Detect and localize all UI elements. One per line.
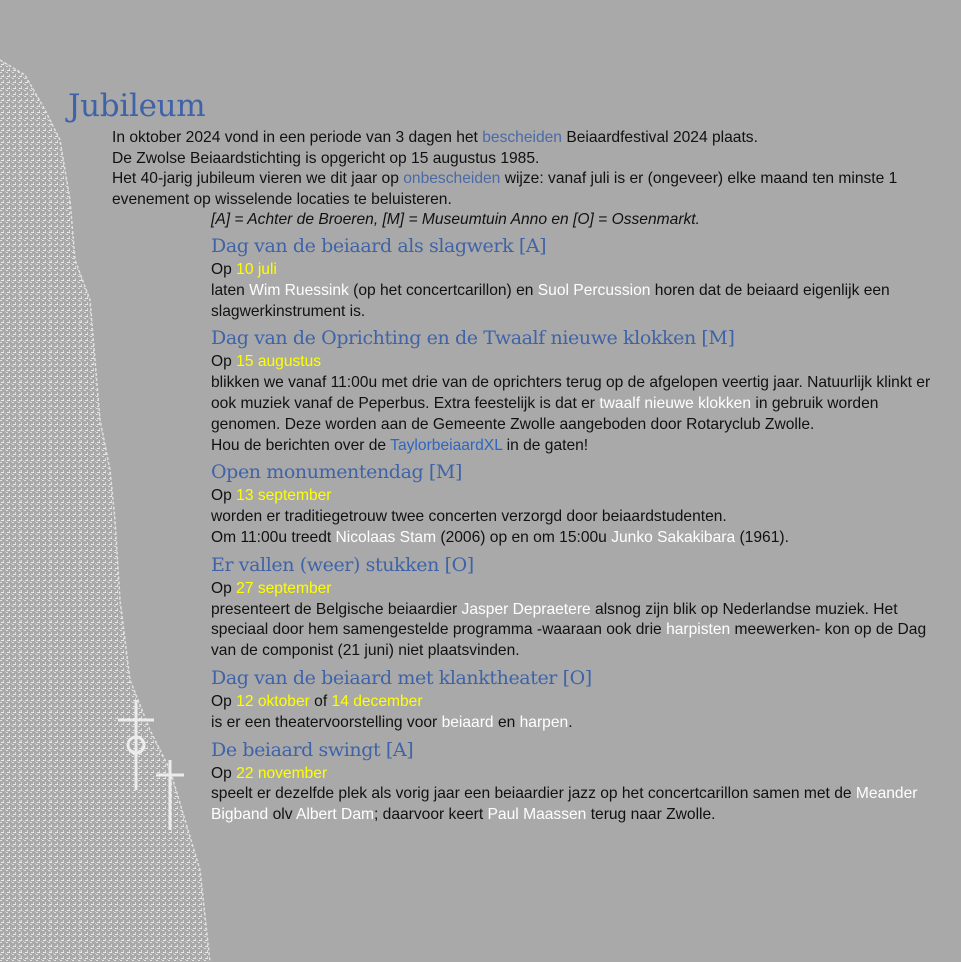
desc-text: horen dat de beiaard eigenlijk een slagwerkinstrument is. [211, 281, 890, 320]
op-label: Op [211, 692, 237, 710]
event-date-line [211, 764, 931, 785]
intro-text: In oktober 2024 vond in een periode van 3 dagen het [112, 129, 483, 146]
desc-text: (2006) op en om 15:00u [436, 528, 612, 546]
event-date-line [211, 352, 931, 373]
performer-name: Wim Ruessink [249, 281, 349, 299]
event-description [211, 281, 931, 323]
highlight-harpen: harpen [519, 713, 569, 731]
event-heading: Er vallen (weer) stukken [O] [211, 553, 474, 576]
performer-name: Nicolaas Stam [335, 528, 437, 546]
event-description [211, 373, 931, 435]
op-label: Op [211, 261, 237, 278]
desc-text: speelt er dezelfde plek als vorig jaar een beiaardier jazz op het concertcarillon samen met de [211, 785, 856, 803]
taylorbeiaard-link[interactable]: TaylorbeiaardXL [390, 436, 503, 454]
event-date: 27 september [236, 579, 332, 597]
performer-name: Albert Dam [295, 806, 374, 824]
desc-text: in gebruik worden genomen. Deze worden aan de Gemeente Zwolle aangeboden door Rotaryclub Zwolle. [211, 394, 879, 433]
event-klanktheater [211, 664, 931, 734]
op-label: Op [211, 487, 237, 505]
desc-text: laten [211, 281, 250, 299]
event-date: 13 september [236, 487, 332, 505]
event-description [211, 713, 931, 734]
desc-text: meewerken- kon op de Dag van de componist (21 juni) niet plaatsvinden. [211, 621, 927, 660]
event-heading: Dag van de Oprichting en de Twaalf nieuwe klokken [M] [211, 327, 735, 350]
desc-text: en [493, 713, 520, 731]
of-label: of [309, 692, 332, 710]
desc-text: blikken we vanaf 11:00u met drie van de oprichters terug op de afgelopen veertig jaar. Natuurlijk klinkt er ook muziek vanaf de Peperbus. Extra feestelijk is dat er [211, 374, 931, 412]
op-label: Op [211, 353, 237, 371]
desc-text: . [568, 713, 573, 731]
desc-text: in de gaten! [502, 436, 589, 454]
event-date: 12 oktober [236, 692, 310, 710]
intro-text: wijze: vanaf juli is er (ongeveer) elke maand ten minste 1 evenement op wisselende locaties te beluisteren. [112, 170, 898, 208]
highlight-harpisten: harpisten [666, 621, 731, 639]
desc-text: presenteert de Belgische beiaardier [211, 600, 462, 618]
highlight-bescheiden: bescheiden [482, 129, 562, 146]
event-date: 10 juli [236, 261, 277, 278]
event-description-2 [211, 436, 931, 457]
event-heading: Open monumentendag [M] [211, 461, 462, 484]
highlight-onbescheiden: onbescheiden [403, 170, 501, 187]
desc-text: (op het concertcarillon) en [348, 281, 538, 299]
desc-text: (1961). [735, 528, 789, 546]
highlight-klokken: twaalf nieuwe klokken [599, 394, 752, 412]
event-heading: Dag van de beiaard met klanktheater [O] [211, 666, 592, 689]
intro-line-3 [112, 169, 932, 210]
op-label: Op [211, 579, 237, 597]
event-description: worden er traditiegetrouw twee concerten verzorgd door beiaardstudenten. [211, 508, 727, 526]
location-legend: [A] = Achter de Broeren, [M] = Museumtuin Anno en [O] = Ossenmarkt. [211, 211, 700, 228]
page-title: Jubileum [68, 88, 206, 124]
event-heading: De beiaard swingt [A] [211, 738, 414, 761]
event-description-2 [211, 528, 931, 549]
desc-text: olv [268, 806, 296, 824]
event-date-line [211, 486, 931, 507]
performer-name: Jasper Depraetere [461, 600, 591, 618]
op-label: Op [211, 764, 237, 782]
event-date-line [211, 579, 931, 600]
performer-name: Junko Sakakibara [611, 528, 736, 546]
highlight-beiaard: beiaard [441, 713, 494, 731]
event-heading: Dag van de beiaard als slagwerk [A] [211, 235, 547, 257]
event-description [211, 600, 931, 662]
intro-text: Het 40-jarig jubileum vieren we dit jaar op [112, 170, 404, 187]
desc-text: Om 11:00u treedt [211, 528, 336, 546]
intro-text: Beiaardfestival 2024 plaats. [562, 129, 758, 146]
intro-line-2: De Zwolse Beiaardstichting is opgericht op 15 augustus 1985. [112, 149, 540, 167]
event-oprichting [211, 324, 931, 456]
event-description [211, 784, 931, 826]
desc-text: terug naar Zwolle. [586, 806, 716, 824]
performer-name: Suol Percussion [537, 281, 651, 299]
desc-text: Hou de berichten over de [211, 436, 391, 454]
event-date-line [211, 260, 931, 281]
event-date: 15 augustus [236, 353, 322, 371]
events-list [211, 232, 931, 828]
event-date-2: 14 december [331, 692, 423, 710]
performer-name: Meander Bigband [211, 785, 918, 824]
desc-text: alsnog zijn blik op Nederlandse muziek. Het speciaal door hem samengestelde programma -waaraan ook drie [211, 600, 898, 639]
event-date: 22 november [236, 764, 328, 782]
desc-text: is er een theatervoorstelling voor [211, 713, 442, 731]
desc-text: ; daarvoor keert [373, 806, 488, 824]
event-stukken [211, 551, 931, 662]
event-monumentendag [211, 458, 931, 548]
intro-line-1 [112, 128, 932, 149]
intro-block [112, 128, 932, 231]
event-slagwerk [211, 232, 931, 322]
event-date-line [211, 692, 931, 713]
event-swingt [211, 736, 931, 826]
performer-name: Paul Maassen [487, 806, 587, 824]
